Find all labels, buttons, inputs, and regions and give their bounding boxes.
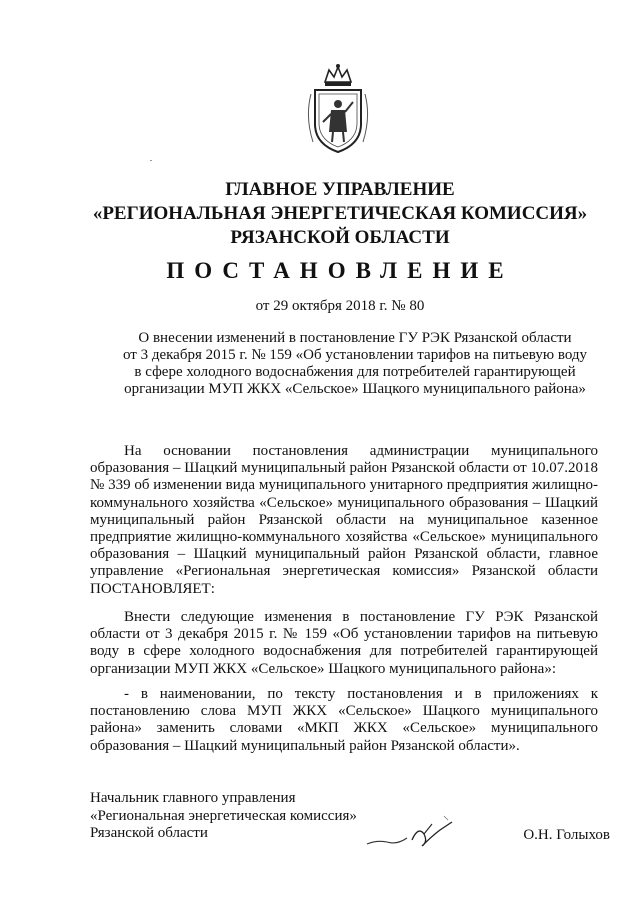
position-line: Начальник главного управления (90, 790, 296, 806)
handwritten-signature-icon (362, 812, 457, 852)
subject-line: от 3 декабря 2015 г. № 159 «Об установлении тарифов на питьевую воду (122, 347, 588, 363)
org-title-line3: РЯЗАНСКОЙ ОБЛАСТИ (230, 227, 450, 248)
position-line: «Региональная энергетическая комиссия» (90, 807, 357, 824)
document-type: ПОСТАНОВЛЕНИЕ (166, 258, 514, 283)
subject-line: организации МУП ЖКХ «Сельское» Шацкого муниципального района» (124, 381, 586, 397)
document-date: от 29 октября 2018 г. № 80 (255, 298, 425, 314)
scan-mark (150, 160, 152, 161)
body-paragraph-basis: На основании постановления администрации муниципального образования – Шацкий муниципальный район Рязанской области от 10.07.2018 № 339 об изменении вида муниципального унитарного предприятия жилищно-коммунального хозяйства «Сельское» муниципального образования – Шацкий муниципальный район Рязанской области на муниципальное казенное предприятие жилищно-коммунального хозяйства «Сельское» муниципального образования – Шацкий муниципальный район Рязанской области, главное управление «Региональная энергетическая комиссия» Рязанской области ПОСТАНОВЛЯЕТ: (90, 443, 598, 597)
subject-line: в сфере холодного водоснабжения для потребителей гарантирующей (134, 364, 576, 380)
org-title-line1: ГЛАВНОЕ УПРАВЛЕНИЕ (225, 179, 455, 200)
org-title-line2: «РЕГИОНАЛЬНАЯ ЭНЕРГЕТИЧЕСКАЯ КОМИССИЯ» (92, 203, 588, 224)
position-line: Рязанской области (90, 825, 208, 841)
subject-line: О внесении изменений в постановление ГУ РЭК Рязанской области (138, 330, 572, 346)
signatory-name: О.Н. Голыхов (523, 827, 610, 843)
body-paragraph-changes: Внести следующие изменения в постановление ГУ РЭК Рязанской области от 3 декабря 2015 г. № 159 «Об установлении тарифов на питьевую воду в сфере холодного водоснабжения для потребителей гарантирующей организации МУП ЖКХ «Сельское» Шацкого муниципального района»: (90, 609, 598, 677)
document-subject (100, 330, 610, 398)
coat-of-arms-icon (303, 62, 373, 157)
body-paragraph-replacement: - в наименовании, по тексту постановления и в приложениях к постановлению слова МУП ЖКХ «Сельское» Шацкого муниципального района» заменить словами «МКП ЖКХ «Сельское» муниципального образования – Шацкий муниципальный район Рязанской области». (90, 686, 598, 754)
